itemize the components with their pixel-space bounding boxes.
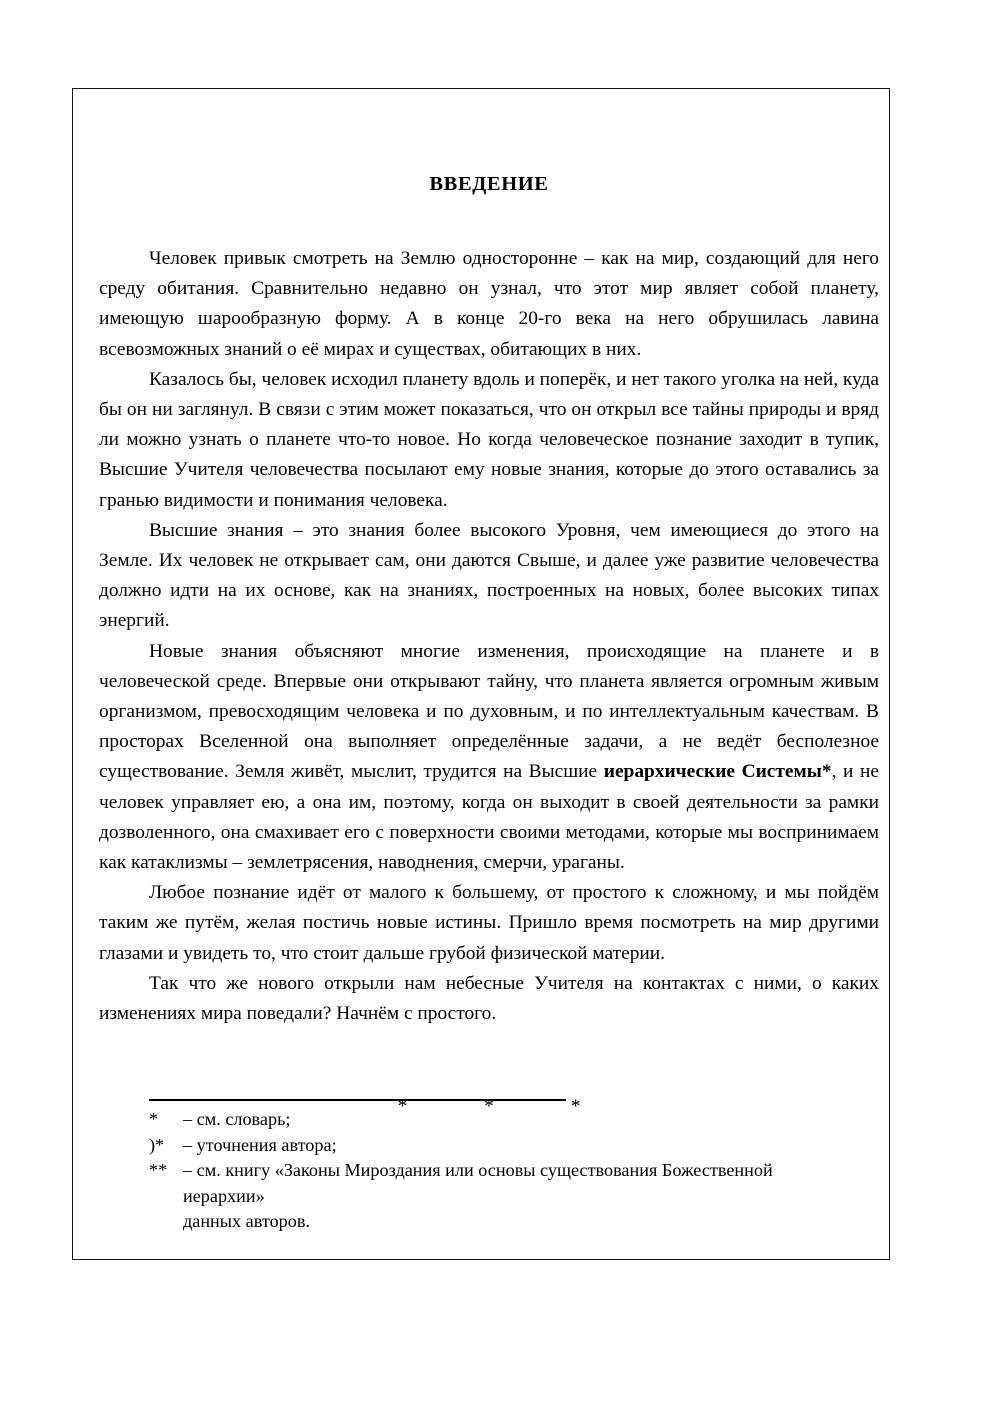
- footnote-item: [149, 1133, 853, 1159]
- footnote-text: – см. словарь;: [183, 1109, 291, 1129]
- footnote-continuation-line: данных авторов.: [183, 1211, 310, 1232]
- document-page: [72, 88, 890, 1260]
- paragraph-4-with-footnote-reference: [99, 637, 879, 879]
- paragraph-2: Казалось бы, человек исходил планету вдоль и поперёк, и нет такого уголка на ней, куда бы он ни заглянул. В связи с этим может показаться, что он открыл все тайны природы и вряд ли можно узнать о планете что-то новое. Но когда человеческое познание заходит в тупик, Высшие Учителя человечества посылают ему новые знания, которые до этого оставались за гранью видимости и понимания человека.: [99, 368, 879, 511]
- footnotes-block: [149, 1099, 853, 1235]
- content-column: [99, 89, 879, 1259]
- body-text: [99, 244, 879, 1029]
- paragraph-4-text-after: , и не человек управляет ею, а она им, поэтому, когда он выходит в своей деятельности за рамки дозволенного, она смахивает его с поверхности своими методами, которые мы воспринимаем как катаклизмы – землетрясения, наводнения, смерчи, ураганы.: [99, 761, 879, 874]
- page-title: ВВЕДЕНИЕ: [429, 173, 549, 195]
- paragraph-5: Любое познание идёт от малого к большему, от простого к сложному, и мы пойдём таким же путём, желая постичь новые истины. Пришло время посмотреть на мир другими глазами и увидеть то, что стоит дальше грубой физической материи.: [99, 882, 879, 964]
- footnote-item: [149, 1107, 853, 1133]
- footnote-text: – уточнения автора;: [183, 1134, 337, 1155]
- asterisk-section-divider: * * *: [397, 1096, 617, 1118]
- paragraph-1: Человек привык смотреть на Землю односторонне – как на мир, создающий для него среду обитания. Сравнительно недавно он узнал, что этот мир являет собой планету, имеющую шарообразную форму. А в конце 20-го века на него обрушилась лавина всевозможных знаний о её мирах и существах, обитающих в них.: [99, 248, 879, 360]
- paragraph-4-text-before: Новые знания объясняют многие изменения, происходящие на планете и в человеческой среде. Впервые они открывают тайну, что планета является огромным живым организмом, превосходящим человека и по духовным, и по интеллектуальным качествам. В просторах Вселенной она выполняет определённые задачи, а не ведёт бесполезное существование. Земля живёт, мыслит, трудится на Высшие: [99, 640, 879, 783]
- footnote-marker: )*: [149, 1134, 165, 1155]
- footnote-marker: *: [149, 1109, 159, 1129]
- paragraph-6: Так что же нового открыли нам небесные Учителя на контактах с ними, о каких изменениях мира поведали? Начнём с простого.: [99, 972, 879, 1025]
- footnote-marker: **: [149, 1160, 168, 1181]
- hierarchical-systems-term: иерархические Системы*: [603, 761, 832, 783]
- footnote-separator-rule: [149, 1099, 566, 1101]
- footnote-text: – см. книгу «Законы Мироздания или основы существования Божественной иерархии»: [183, 1160, 773, 1206]
- footnote-item: [149, 1158, 853, 1209]
- paragraph-3: Высшие знания – это знания более высокого Уровня, чем имеющиеся до этого на Земле. Их человек не открывает сам, они даются Свыше, и далее уже развитие человечества должно идти на их основе, как на знаниях, построенных на новых, более высоких типах энергий.: [99, 519, 879, 632]
